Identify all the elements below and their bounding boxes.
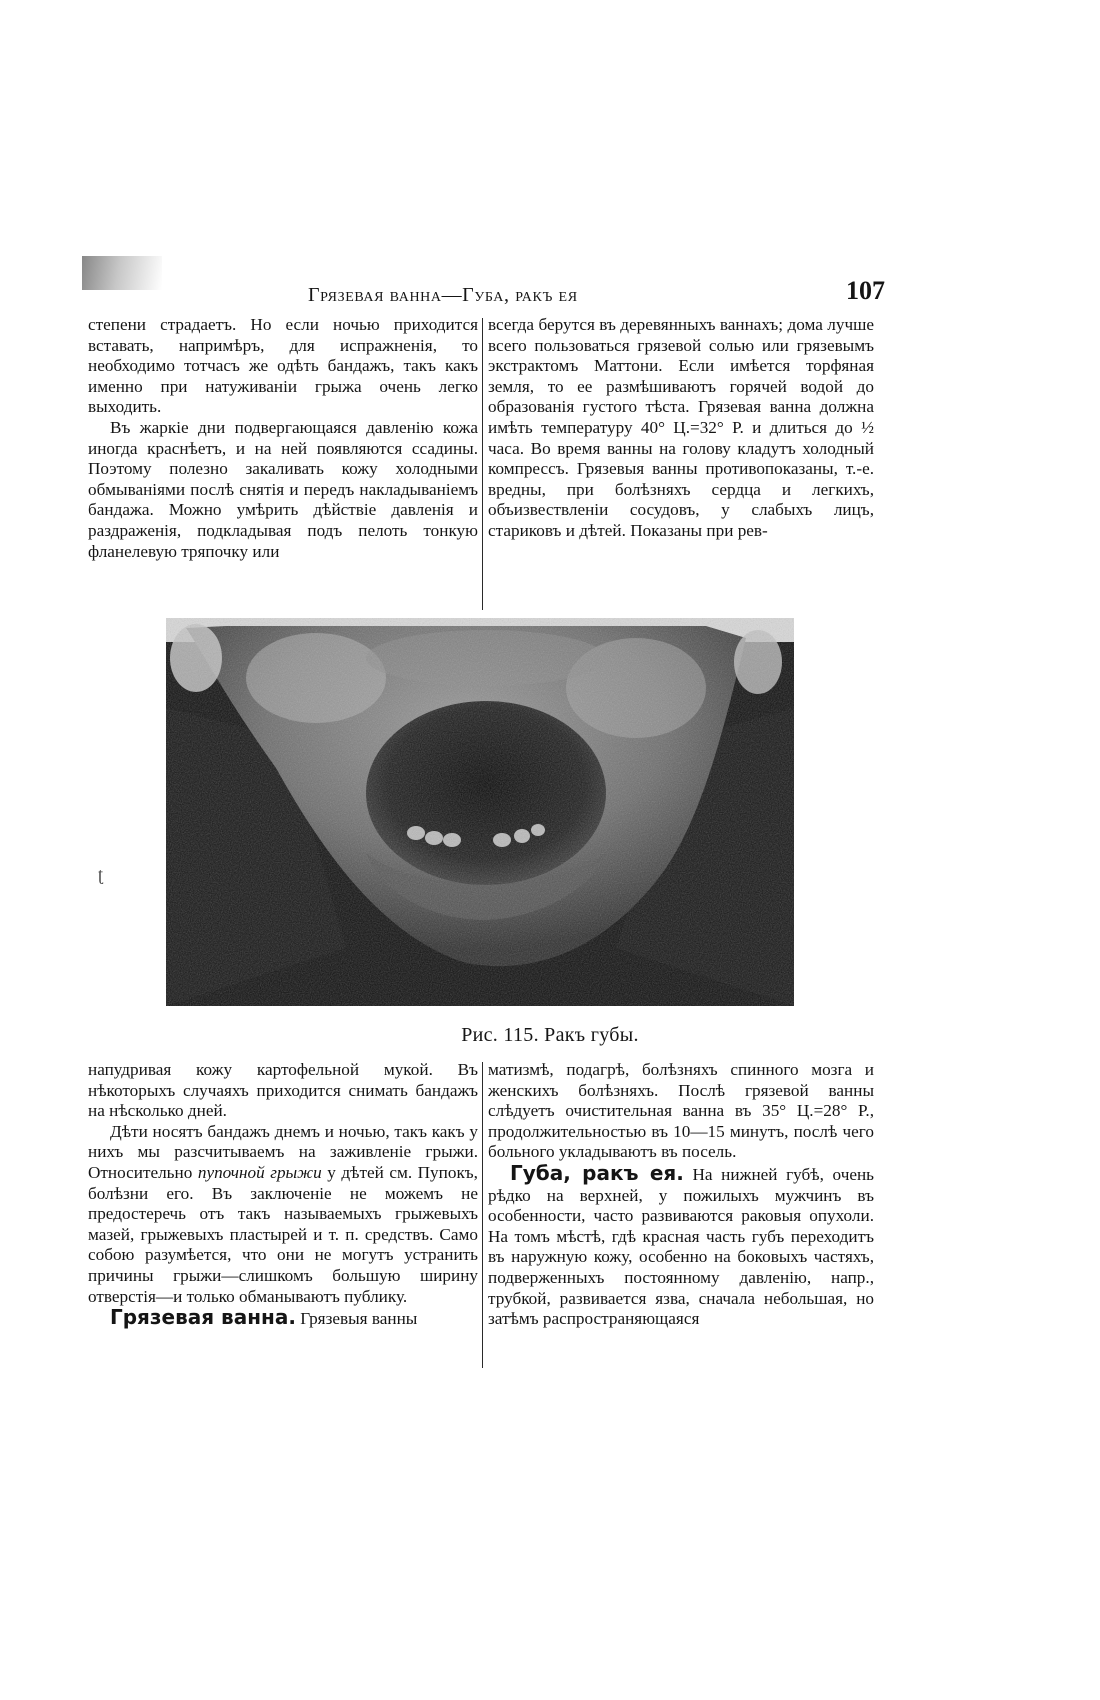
- paragraph: всегда берутся въ деревянныхъ ваннахъ; дома лучше всего пользоваться грязевой солью или грязевымъ экстрактомъ Маттони. Если имѣется торфяная земля, то ее размѣшиваютъ горячей водой до образованія густого тѣста. Грязевая ванна должна имѣть температуру 40° Ц.=32° Р. и длиться до ½ часа. Во время ванны на голову кладутъ холодный компрессъ. Грязевыя ванны противопоказаны, т.-е. вредны, при болѣзняхъ сердца и легкихъ, объизвествленіи сосудовъ, у слабыхъ лицъ, стариковъ и дѣтей. Показаны при рев-: [488, 315, 874, 540]
- paragraph: степени страдаетъ. Но если ночью приходится вставать, напримѣръ, для испражненія, то необходимо тотчасъ же одѣть бандажъ, такъ какъ именно при натуживаніи грыжа очень легко выходить.: [88, 315, 478, 417]
- paragraph: [488, 1160, 875, 1330]
- running-head: Грязевая ванна—Губа, ракъ ея: [308, 284, 578, 306]
- column-divider: [482, 318, 483, 610]
- headword-lip-cancer: Губа, ракъ ея.: [510, 1160, 684, 1185]
- column-bottom-right: [488, 1060, 874, 1330]
- column-top-left: [88, 315, 478, 562]
- paragraph: Въ жаркіе дни подвергающаяся давленію кожа иногда краснѣетъ, и на ней появляются ссадины. Поэтому полезно закаливать кожу холодными обмываніями послѣ снятія и передъ накладываніемъ бандажа. Можно умѣрить дѣйствіе давленія и раздраженія, подкладывая подъ пелоть тонкую фланелевую тряпочку или: [88, 417, 478, 561]
- paragraph: матизмѣ, подагрѣ, болѣзняхъ спинного мозга и женскихъ болѣзняхъ. Послѣ грязевой ванны слѣдуетъ очистительная ванна въ 35° Ц.=28° Р., продолжительностью въ 10—15 минутъ, послѣ чего больного укладываютъ въ посель.: [488, 1060, 874, 1162]
- column-top-right: [488, 315, 874, 542]
- photo-illustration: [166, 618, 794, 1006]
- paragraph: [88, 1307, 478, 1330]
- paragraph: напудривая кожу картофельной мукой. Въ нѣкоторыхъ случаяхъ приходится снимать бандажъ на нѣсколько дней.: [88, 1060, 478, 1121]
- text-run: Дѣти носятъ бандажъ днемъ и ночью, такъ какъ у нихъ мы разсчитываемъ на заживленіе грыжи. Относительно: [88, 1121, 478, 1182]
- column-bottom-left: [88, 1060, 478, 1330]
- page-header: [0, 272, 1100, 312]
- page-number: 107: [846, 276, 885, 305]
- column-divider: [482, 1062, 483, 1368]
- italic-term: пупочной грыжи: [197, 1162, 322, 1182]
- figure-caption: Рис. 115. Ракъ губы.: [461, 1024, 639, 1046]
- paragraph: [88, 1122, 478, 1307]
- figure-lip-cancer-photo: [166, 618, 794, 1006]
- margin-mark: ʈ: [98, 864, 104, 884]
- text-run: Грязевыя ванны: [295, 1309, 418, 1329]
- headword-mud-bath: Грязевая ванна.: [110, 1305, 296, 1330]
- text-run: На нижней губѣ, очень рѣдко на верхней, у пожилыхъ мужчинъ въ особенности, часто развиваются раковыя опухоли. На томъ мѣстѣ, гдѣ красная часть губъ переходитъ въ наружную кожу, особенно на боковыхъ частяхъ, подверженныхъ постоянному давленію, напр., трубкой, развивается язва, сначала небольшая, но затѣмъ распространяющаяся: [488, 1164, 875, 1329]
- text-run: у дѣтей см. Пупокъ, болѣзни его. Въ заключеніе не можемъ не предостеречь отъ такъ называемыхъ грыжевыхъ мазей, грыжевыхъ пластырей и т. п. средствъ. Само собою разумѣется, что они не могутъ устранить причины грыжи—слишкомъ большую ширину отверстія—и только обманываютъ публику.: [88, 1162, 478, 1306]
